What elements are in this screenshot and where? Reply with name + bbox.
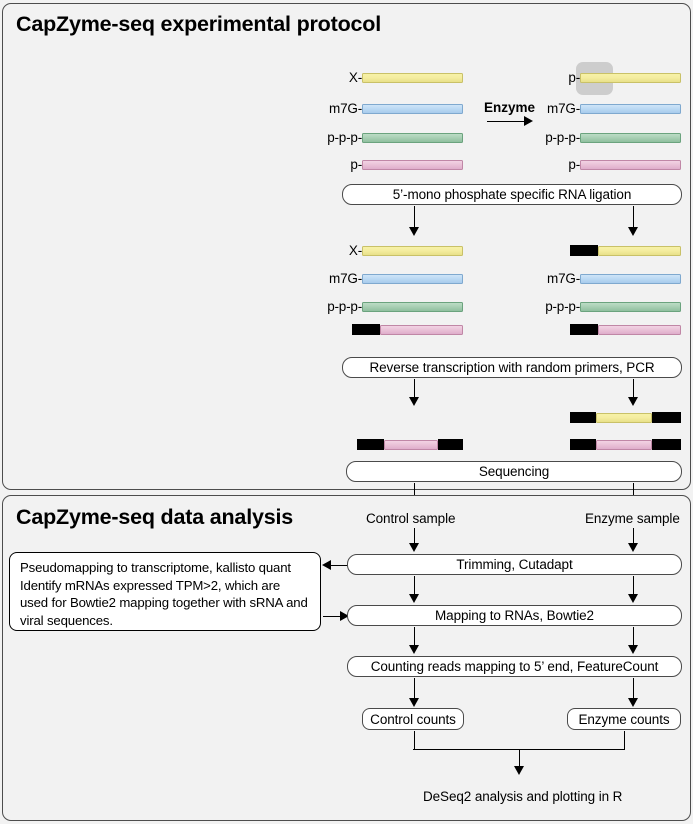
step-box-sequencing[interactable]: Sequencing: [346, 461, 682, 482]
arrow-line-trimming-to-sidebox: [330, 565, 348, 566]
rna-bar-blue: [362, 274, 463, 284]
merge-line-control: [414, 731, 415, 750]
rna-label: p-: [350, 157, 362, 172]
rna-label: X-: [348, 243, 362, 258]
rna-row-library-enzyme-pink: [570, 438, 681, 451]
arrow-line-count-enzyme: [633, 678, 634, 700]
rna-row-control-p: [300, 158, 463, 171]
arrow-line-map-count-control: [414, 627, 415, 646]
label-deseq2-analysis: DeSeq2 analysis and plotting in R: [423, 789, 623, 804]
arrow-head-trimming-to-sidebox: [322, 560, 331, 570]
rna-row-lig-control-ligated-pink: [352, 323, 463, 336]
merge-line-enzyme: [624, 731, 625, 750]
step-box-counting[interactable]: Counting reads mapping to 5’ end, FeatureCount: [347, 656, 682, 677]
rna-bar-blue: [362, 104, 463, 114]
rna-label: m7G-: [329, 271, 362, 286]
rna-label: m7G-: [547, 101, 580, 116]
rna-label: p-p-p-: [327, 299, 362, 314]
arrow-head-ligation-control: [409, 227, 419, 236]
adapter-segment: [570, 324, 598, 335]
adapter-segment-right: [438, 439, 463, 450]
adapter-segment-right: [652, 412, 681, 423]
rna-row-lig-enzyme-ligated-yellow: [570, 244, 681, 257]
adapter-segment-left: [357, 439, 384, 450]
arrow-head-to-trimming-enzyme: [628, 543, 638, 552]
rna-bar-pink: [380, 325, 463, 335]
arrow-head-trim-map-control: [409, 594, 419, 603]
rna-row-lig-control-x: [300, 244, 463, 257]
rna-row-lig-control-ppp: [290, 300, 463, 313]
adapter-segment: [570, 245, 598, 256]
rna-bar-yellow: [596, 413, 652, 423]
arrow-line-ligation-enzyme: [633, 206, 634, 229]
rna-row-library-enzyme-yellow: [570, 411, 681, 424]
rna-bar-yellow: [362, 73, 463, 83]
rna-bar-yellow: [598, 246, 681, 256]
sidebox-pseudomapping: Pseudomapping to transcriptome, kallisto quant Identify mRNAs expressed TPM>2, which are used for Bowtie2 mapping together with sRNA and viral sequences.: [9, 552, 321, 631]
panel-title-analysis: CapZyme-seq data analysis: [16, 505, 294, 529]
rna-label: p-p-p-: [327, 130, 362, 145]
rna-row-control-ppp: [290, 131, 463, 144]
arrow-head-map-count-enzyme: [628, 645, 638, 654]
rna-label: p-p-p-: [545, 130, 580, 145]
box-enzyme-counts[interactable]: Enzyme counts: [567, 708, 681, 730]
enzyme-arrow-head: [524, 116, 533, 126]
rna-row-enzyme-ppp: [508, 131, 681, 144]
rna-row-enzyme-m7g: [518, 102, 681, 115]
rna-bar-green: [362, 302, 463, 312]
arrow-line-trim-map-control: [414, 576, 415, 595]
arrow-head-pcr-enzyme: [628, 397, 638, 406]
step-box-ligation[interactable]: 5’-mono phosphate specific RNA ligation: [342, 184, 682, 205]
rna-bar-green: [362, 133, 463, 143]
rna-row-library-control-pink: [357, 438, 463, 451]
enzyme-arrow-line: [487, 121, 525, 122]
rna-bar-pink: [598, 325, 681, 335]
arrow-head-to-deseq2: [514, 766, 524, 775]
rna-row-control-m7g: [300, 102, 463, 115]
arrow-line-ligation-control: [414, 206, 415, 229]
arrow-head-to-trimming-control: [409, 543, 419, 552]
rna-row-lig-enzyme-m7g: [518, 272, 681, 285]
rna-bar-pink: [362, 160, 463, 170]
rna-label: p-: [568, 157, 580, 172]
arrow-line-count-control: [414, 678, 415, 700]
step-box-rt-pcr[interactable]: Reverse transcription with random primers, PCR: [342, 357, 682, 378]
rna-row-lig-enzyme-ppp: [508, 300, 681, 313]
rna-label: m7G-: [329, 101, 362, 116]
arrow-head-trim-map-enzyme: [628, 594, 638, 603]
rna-row-control-x: [300, 71, 463, 84]
arrow-line-pcr-control: [414, 379, 415, 399]
label-control-sample: Control sample: [366, 511, 456, 526]
rna-row-enzyme-p: [518, 158, 681, 171]
rna-bar-yellow: [362, 246, 463, 256]
adapter-segment: [352, 324, 380, 335]
rna-bar-pink: [580, 160, 681, 170]
rna-row-lig-control-m7g: [300, 272, 463, 285]
arrow-head-pcr-control: [409, 397, 419, 406]
adapter-segment-left: [570, 412, 596, 423]
arrow-head-count-enzyme: [628, 698, 638, 707]
rna-bar-blue: [580, 274, 681, 284]
enzyme-label: Enzyme: [484, 100, 536, 115]
rna-label: p-p-p-: [545, 299, 580, 314]
box-control-counts[interactable]: Control counts: [362, 708, 464, 730]
arrow-line-map-count-enzyme: [633, 627, 634, 646]
arrow-head-ligation-enzyme: [628, 227, 638, 236]
rna-row-lig-enzyme-ligated-pink: [570, 323, 681, 336]
adapter-segment-left: [570, 439, 596, 450]
rna-label: p-: [568, 70, 580, 85]
rna-label: m7G-: [547, 271, 580, 286]
rna-row-enzyme-p-yellow: [518, 71, 681, 84]
rna-bar-green: [580, 133, 681, 143]
rna-bar-pink: [596, 440, 652, 450]
step-box-trimming[interactable]: Trimming, Cutadapt: [347, 554, 682, 575]
step-box-mapping[interactable]: Mapping to RNAs, Bowtie2: [347, 605, 682, 626]
arrow-head-map-count-control: [409, 645, 419, 654]
adapter-segment-right: [652, 439, 681, 450]
rna-bar-pink: [384, 440, 438, 450]
arrow-line-trim-map-enzyme: [633, 576, 634, 595]
rna-bar-blue: [580, 104, 681, 114]
rna-bar-yellow: [580, 73, 681, 83]
arrow-head-count-control: [409, 698, 419, 707]
rna-label: X-: [348, 70, 362, 85]
panel-title-protocol: CapZyme-seq experimental protocol: [16, 12, 381, 36]
rna-bar-green: [580, 302, 681, 312]
label-enzyme-sample: Enzyme sample: [585, 511, 680, 526]
arrow-line-pcr-enzyme: [633, 379, 634, 399]
